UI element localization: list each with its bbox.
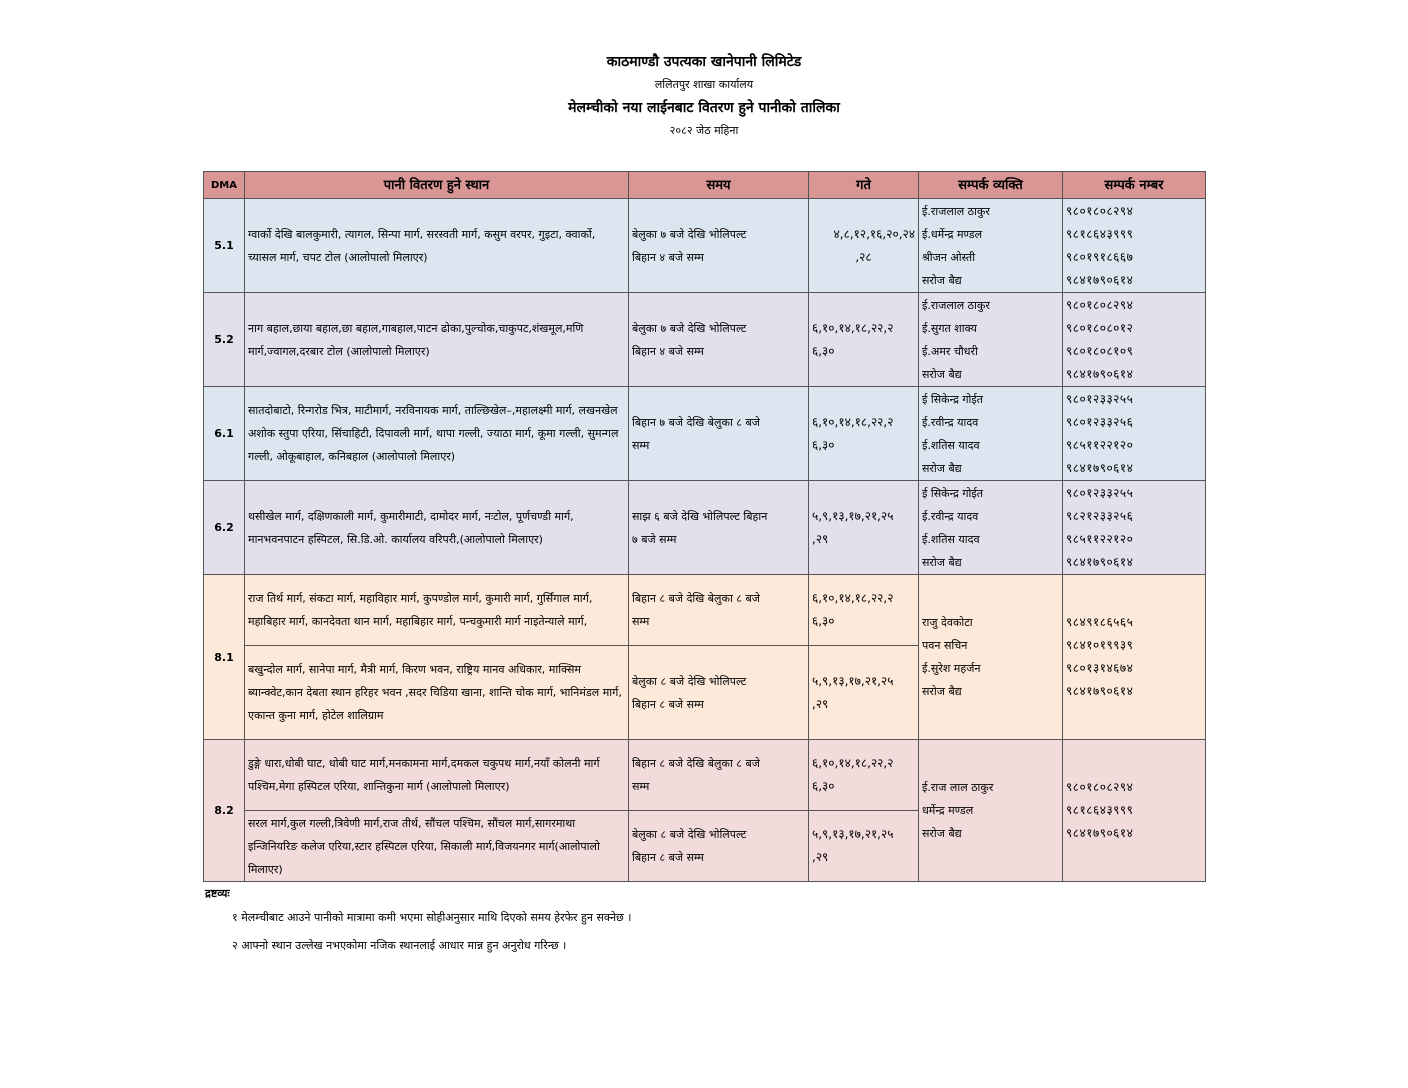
table-row — [204, 481, 1206, 575]
dma-cell: 8.2 — [204, 740, 245, 882]
dma-cell: 6.2 — [204, 481, 245, 575]
table-row — [204, 575, 1206, 646]
dates-cell: ४,८,१२,१६,२०,२४ ,२८ — [809, 199, 919, 293]
dma-cell: 8.1 — [204, 575, 245, 740]
contact-number-cell: ९८०१८०८२९४ ९८०१८०८०१२ ९८०१८०८१०९ ९८४१७९०६१४ — [1063, 293, 1206, 387]
header-contact-number: सम्पर्क नम्बर — [1063, 172, 1206, 199]
header-dates: गते — [809, 172, 919, 199]
time-cell: बेलुका ७ बजे देखि भोलिपल्ट बिहान ४ बजे सम्म — [629, 293, 809, 387]
location-cell: सातदोबाटो, रिन्गरोड भित्र, माटीमार्ग, नरविनायक मार्ग, ताल्छिखेल–,महालक्ष्मी मार्ग, लखनखेल अशोक स्तुपा एरिया, सिंचाहिटी, दिपावली मार्ग, थापा गल्ली, ज्याठा मार्ग, कूमा गल्ली, सुमन्गल गल्ली, ओकूबाहाल, कनिबहाल (आलोपालो मिलाएर) — [245, 387, 629, 481]
contact-person-cell: ई सिकेन्द्र गोईत ई.रवीन्द्र यादव ई.शतिस यादव सरोज बैद्य — [919, 387, 1063, 481]
table-row — [204, 740, 1206, 811]
contact-person-cell: ई सिकेन्द्र गोईत ई.रवीन्द्र यादव ई.शतिस यादव सरोज बैद्य — [919, 481, 1063, 575]
contact-number-cell: ९८०१२३३२५५ ९८०१२३३२५६ ९८५११२२१२० ९८४१७९०६१४ — [1063, 387, 1206, 481]
header-contact-person: सम्पर्क व्यक्ति — [919, 172, 1063, 199]
contact-person-cell: राजु देवकोटा पवन सचिन ई.सुरेश महर्जन सरोज बैद्य — [919, 575, 1063, 740]
contact-number-cell: ९८०१८०८२९४ ९८१८६४३९९९ ९८०१९१८६६७ ९८४१७९०६१४ — [1063, 199, 1206, 293]
location-cell: थसीखेल मार्ग, दक्षिणकाली मार्ग, कुमारीमाटी, दामोदर मार्ग, नःटोल, पूर्णचण्डी मार्ग, मानभवनपाटन हस्पिटल, सि.डि.ओ. कार्यालय वरिपरी,(आलोपालो मिलाएर) — [245, 481, 629, 575]
header-time: समय — [629, 172, 809, 199]
contact-person-cell: ई.राजलाल ठाकुर ई.सुगत शाक्य ई.अमर चौधरी सरोज बैद्य — [919, 293, 1063, 387]
location-cell: डुङ्गे धारा,धोबी घाट, धोबी घाट मार्ग,मनकामना मार्ग,दमकल चकुपथ मार्ग,नयाँ कोलनी मार्ग पश्चिम,मेगा हस्पिटल एरिया, शान्तिकुना मार्ग (आलोपालो मिलाएर) — [245, 740, 629, 811]
distribution-table — [203, 171, 1206, 882]
time-cell: बिहान ८ बजे देखि बेलुका ८ बजे सम्म — [629, 575, 809, 646]
dates-cell: ५,९,१३,१७,२१,२५ ,२९ — [809, 481, 919, 575]
dates-cell: ६,१०,१४,१८,२२,२ ६,३० — [809, 740, 919, 811]
org-name: काठमाण्डौ उपत्यका खानेपानी लिमिटेड — [606, 54, 802, 70]
notes-section — [205, 884, 631, 960]
location-cell: बखुन्दोल मार्ग, सानेपा मार्ग, मैत्री मार्ग, किरण भवन, राष्ट्रिय मानव अधिकार, माक्सिम ब्यान्क्वेट,कान देबता स्थान हरिहर भवन ,सदर चिडिया खाना, शान्ति चोक मार्ग, भानिमंडल मार्ग, एकान्त कुना मार्ग, होटेल शालिग्राम — [245, 646, 629, 740]
location-cell: सरल मार्ग,कुल गल्ली,त्रिवेणी मार्ग,राज तीर्थ, सौंचल पश्चिम, सौंचल मार्ग,सागरमाथा इन्जिनियरिङ कलेज एरिया,स्टार हस्पिटल एरिया, सिकाली मार्ग,विजयनगर मार्ग(आलोपालो मिलाएर) — [245, 811, 629, 882]
schedule-month: २०८२ जेठ महिना — [669, 124, 739, 137]
branch-name: ललितपुर शाखा कार्यालय — [654, 78, 754, 91]
note-item: १ मेलम्चीबाट आउने पानीको मात्रामा कमी भएमा सोहीअनुसार माथि दिएको समय हेरफेर हुन सक्नेछ । — [232, 911, 632, 924]
location-cell: ग्वार्को देखि बालकुमारी, त्यागल, सिन्पा मार्ग, सरस्वती मार्ग, कसुम वरपर, गुइटा, क्वार्को, च्यासल मार्ग, चपट टोल (आलोपालो मिलाएर) — [245, 199, 629, 293]
document-header — [0, 50, 1408, 142]
table-row — [204, 293, 1206, 387]
contact-number-cell: ९८४९१८६५६५ ९८४१०१९९३९ ९८०१३१४६७४ ९८४१७९०६१४ — [1063, 575, 1206, 740]
dates-cell: ५,९,१३,१७,२१,२५ ,२९ — [809, 646, 919, 740]
contact-person-cell: ई.राज लाल ठाकुर धर्मेन्द्र मण्डल सरोज बैद्य — [919, 740, 1063, 882]
location-cell: नाग बहाल,छाया बहाल,छा बहाल,गाबहाल,पाटन ढोका,पुल्चोक,चाकुपट,शंखमूल,मणि मार्ग,ज्वागल,दरबार टोल (आलोपालो मिलाएर) — [245, 293, 629, 387]
dates-cell: ५,९,१३,१७,२१,२५ ,२९ — [809, 811, 919, 882]
dates-cell: ६,१०,१४,१८,२२,२ ६,३० — [809, 575, 919, 646]
location-cell: राज तिर्थ मार्ग, संकटा मार्ग, महाविहार मार्ग, कुपण्डोल मार्ग, कुमारी मार्ग, गुर्सिंगाल मार्ग, महाबिहार मार्ग, कानदेवता थान मार्ग, महाबिहार मार्ग, पन्चकुमारी मार्ग नाइतेन्याले मार्ग, — [245, 575, 629, 646]
contact-number-cell: ९८०१८०८२९४ ९८१८६४३९९९ ९८४१७९०६१४ — [1063, 740, 1206, 882]
note-item: २ आफ्नो स्थान उल्लेख नभएकोमा नजिक स्थानलाई आधार मान्न हुन अनुरोध गरिन्छ । — [232, 939, 567, 952]
time-cell: बिहान ७ बजे देखि बेलुका ८ बजे सम्म — [629, 387, 809, 481]
contact-person-cell: ई.राजलाल ठाकुर ई.धर्मेन्द्र मण्डल श्रीजन ओस्ती सरोज बैद्य — [919, 199, 1063, 293]
time-cell: बेलुका ८ बजे देखि भोलिपल्ट बिहान ८ बजे सम्म — [629, 811, 809, 882]
time-cell: बेलुका ७ बजे देखि भोलिपल्ट बिहान ४ बजे सम्म — [629, 199, 809, 293]
dates-cell: ६,१०,१४,१८,२२,२ ६,३० — [809, 293, 919, 387]
time-cell: बेलुका ८ बजे देखि भोलिपल्ट बिहान ८ बजे सम्म — [629, 646, 809, 740]
dates-cell: ६,१०,१४,१८,२२,२ ६,३० — [809, 387, 919, 481]
table-row — [204, 199, 1206, 293]
table-header-row — [204, 172, 1206, 199]
dma-cell: 5.1 — [204, 199, 245, 293]
time-cell: साझ ६ बजे देखि भोलिपल्ट बिहान ७ बजे सम्म — [629, 481, 809, 575]
notes-label: द्रष्टव्यः — [205, 887, 230, 900]
dma-cell: 6.1 — [204, 387, 245, 481]
schedule-title: मेलम्चीको नया लाईनबाट वितरण हुने पानीको तालिका — [568, 100, 840, 116]
contact-number-cell: ९८०१२३३२५५ ९८२१२३३२५६ ९८५११२२१२० ९८४१७९०६१४ — [1063, 481, 1206, 575]
table-row — [204, 387, 1206, 481]
header-location: पानी वितरण हुने स्थान — [245, 172, 629, 199]
time-cell: बिहान ८ बजे देखि बेलुका ८ बजे सम्म — [629, 740, 809, 811]
dma-cell: 5.2 — [204, 293, 245, 387]
header-dma: DMA — [204, 172, 245, 199]
